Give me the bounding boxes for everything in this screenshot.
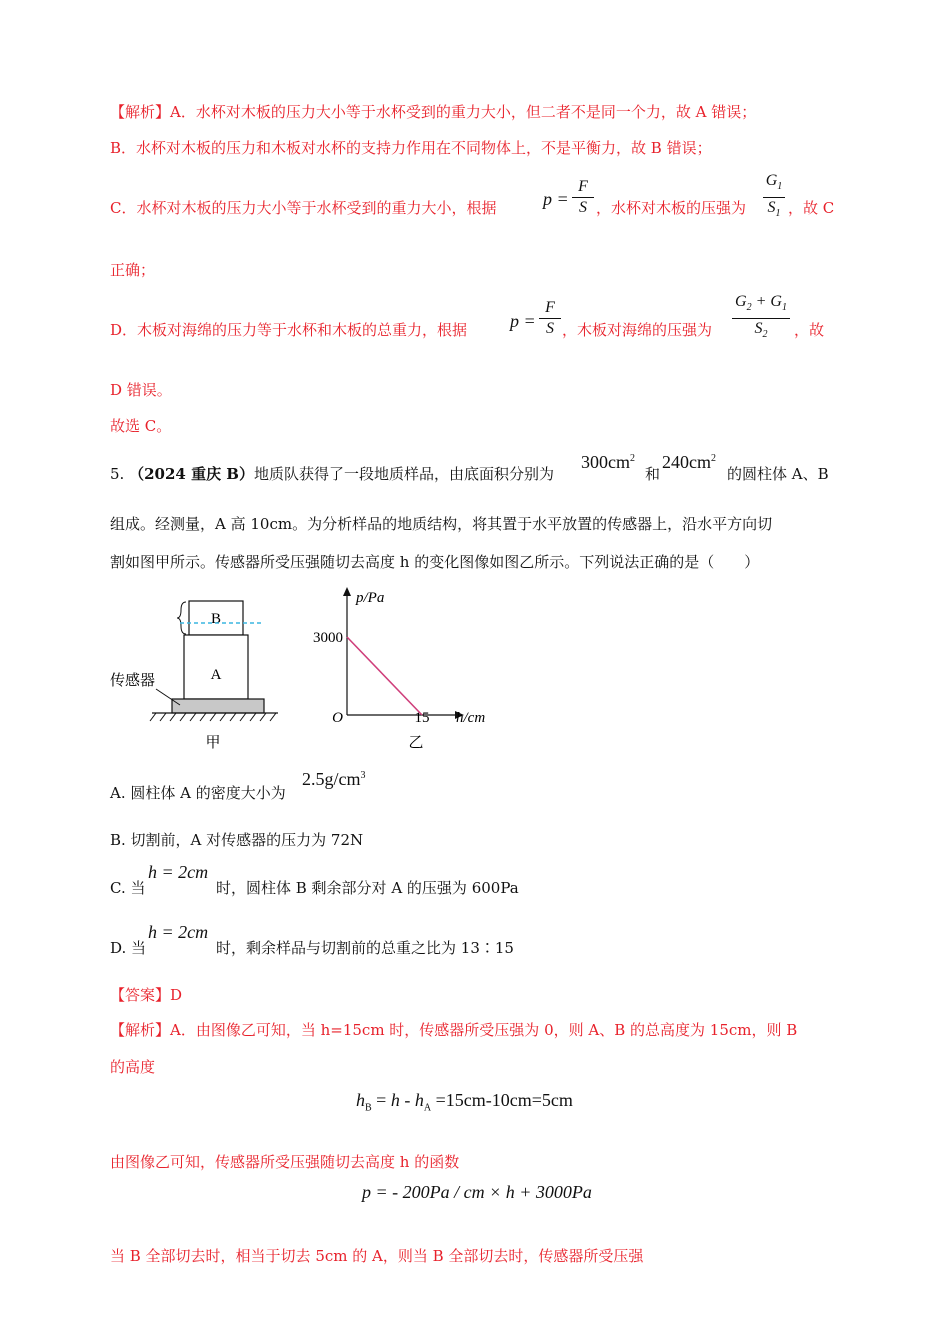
option-d-math: h = 2cm xyxy=(148,922,209,942)
answer-label: 【答案】D xyxy=(110,986,183,1004)
equation-pressure-function: p = - 200Pa / cm × h + 3000Pa xyxy=(362,1182,592,1202)
option-d: D. 当 xyxy=(110,939,147,957)
analysis-line-d-text3: ，故 xyxy=(794,321,825,339)
cylinder-b-label: B xyxy=(210,611,222,627)
question-5-line1 xyxy=(110,464,554,484)
question-number: 5. xyxy=(110,465,125,483)
answer-analysis-line4: 当 B 全部切去时，相当于切去 5cm 的 A，则当 B 全部切去时，传感器所受压强 xyxy=(110,1247,644,1265)
x-axis-label: h/cm xyxy=(456,710,486,726)
option-c-text: 时，圆柱体 B 剩余部分对 A 的压强为 600Pa xyxy=(216,879,519,897)
answer-analysis-line2: 的高度 xyxy=(110,1058,156,1076)
analysis-conclusion: 故选 C。 xyxy=(110,417,172,435)
sensor-plate xyxy=(172,699,264,713)
area-2: $240cm^2$ xyxy=(662,452,716,472)
cylinder-a-label: A xyxy=(210,667,222,683)
figure-left-diagram xyxy=(110,601,278,751)
option-c-math: h = 2cm xyxy=(148,862,209,882)
analysis-line-d2: D 错误。 xyxy=(110,381,172,399)
caption-jia: 甲 xyxy=(205,733,221,751)
formula-p-eq-2: p = xyxy=(510,311,536,331)
cut-brace xyxy=(177,602,186,634)
answer-analysis-line3: 由图像乙可知，传感器所受压强随切去高度 h 的函数 xyxy=(110,1153,460,1171)
option-a: A. 圆柱体 A 的密度大小为 xyxy=(110,784,286,802)
pressure-line xyxy=(347,637,422,715)
analysis-line-c xyxy=(110,198,496,218)
analysis-line-d: D．木板对海绵的压力等于水杯和木板的总重力，根据 xyxy=(110,321,468,339)
caption-yi: 乙 xyxy=(408,733,424,751)
formula-f-over-s: F S xyxy=(572,178,594,217)
option-b: B. 切割前，A 对传感器的压力为 72N xyxy=(110,831,364,849)
sensor-pointer xyxy=(156,689,180,705)
analysis-line-c-text3: ，故 C xyxy=(788,199,835,217)
x-tick-label: 15 xyxy=(414,710,430,726)
y-axis-label: p/Pa xyxy=(356,590,385,606)
formula-p-eq: p = xyxy=(543,189,569,209)
question-and: 和 xyxy=(645,465,661,483)
ground-hatch xyxy=(150,713,276,721)
area-1: $300cm^2$ xyxy=(581,452,635,472)
y-tick-label: 3000 xyxy=(313,630,343,646)
question-5-line2: 组成。经测量，A 高 10cm。为分析样品的地质结构，将其置于水平放置的传感器上，沿水平方向切 xyxy=(110,515,773,533)
equation-hb: $h_B = h - h_A =15cm-10cm=5cm$ xyxy=(356,1090,573,1114)
analysis-line-d-text2: ，木板对海绵的压强为 xyxy=(562,321,713,339)
analysis-line-c2: 正确； xyxy=(110,261,156,279)
formula-f-over-s-2: F S xyxy=(539,299,561,338)
option-d-text: 时，剩余样品与切割前的总重之比为 13∶15 xyxy=(216,939,514,957)
question-text-1b: 的圆柱体 A、B xyxy=(727,465,829,483)
question-source: （2024 重庆 B） xyxy=(129,465,254,483)
formula-g2g1-over-s2: $G_2 + G_1$ $S_2$ xyxy=(732,293,790,344)
option-a-value: $2.5g/cm^3$ xyxy=(302,769,366,789)
question-figure xyxy=(100,585,520,755)
analysis-line-a: 【解析】A．水杯对木板的压力大小等于水杯受到的重力大小，但二者不是同一个力，故 A 错误； xyxy=(110,103,757,121)
figure-right-chart xyxy=(313,587,485,751)
origin-label: O xyxy=(332,710,343,726)
question-text-1a: 地质队获得了一段地质样品，由底面积分别为 xyxy=(253,465,554,483)
option-c: C. 当 xyxy=(110,879,146,897)
question-5-line3: 割如图甲所示。传感器所受压强随切去高度 h 的变化图像如图乙所示。下列说法正确的是（ ） xyxy=(110,553,760,571)
analysis-line-c-text1: C．水杯对木板的压力大小等于水杯受到的重力大小，根据 xyxy=(110,199,497,217)
sensor-label: 传感器 xyxy=(110,671,156,689)
analysis-line-b: B．水杯对木板的压力和木板对水杯的支持力作用在不同物体上，不是平衡力，故 B 错误； xyxy=(110,139,712,157)
answer-analysis-line1: 【解析】A．由图像乙可知，当 h=15cm 时，传感器所受压强为 0，则 A、B 的总高度为 15cm，则 B xyxy=(110,1021,798,1039)
y-axis-arrow xyxy=(343,587,351,596)
analysis-line-c-text2: ，水杯对木板的压强为 xyxy=(596,199,747,217)
formula-g1-over-s1: $G_1$ $S_1$ xyxy=(763,172,785,223)
